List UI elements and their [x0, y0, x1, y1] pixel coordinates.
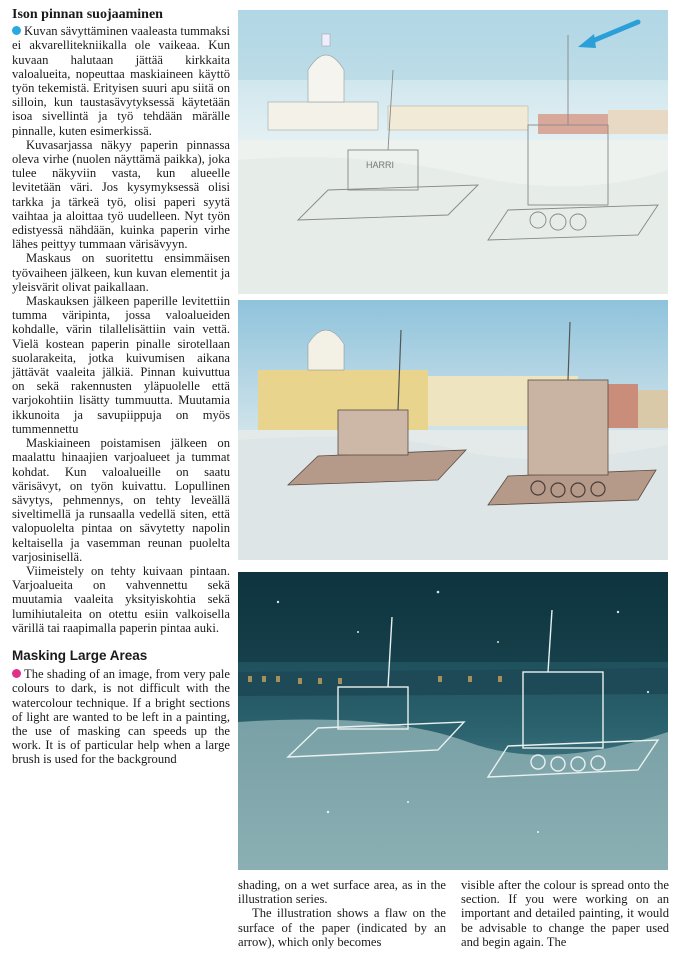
- pink-bullet-icon: [12, 669, 21, 678]
- english-paragraph-1: The shading of an image, from very pale colours to dark, is not difficult with the watercolour technique. If a bright sections of light are wanted to be left in a painting, the use of masking can speeds up the work. It is of particular help when a large brush is used for the background: [12, 667, 230, 767]
- finnish-paragraph-4: Maskauksen jälkeen paperille levitettiin tumma väripinta, jossa valoalueiden kohdalle, värin tilallelisättiin vain vettä. Vielä kostean paperin pinalle sirotellaan suolarakeita, jotka kuivumisen aikana jättävät vaaleita jälkiä. Pinnan kuivuttua on sekä rakennusten yläpuolelle että varjokohtiin lisätty tummuutta. Muutamia ikkunoita ja savupiippuja on myös tummennettu: [12, 294, 230, 436]
- boat-name-label: HARRI: [366, 160, 395, 170]
- english-paragraph-2b: The illustration shows a flaw on the surface of the paper (indicated by an arrow), which only becomes: [238, 906, 446, 949]
- finnish-paragraph-6: Viimeistely on tehty kuivaan pintaan. Varjoalueita on vahvennettu sekä muutamia vaaleita yksityiskohtia sekä lumihiutaleita on otettu esiin valkoisella värillä tai raapimalla paperin pintaa auki.: [12, 563, 230, 635]
- english-column-3: [461, 878, 669, 949]
- finnish-paragraph-5: Maskiaineen poistamisen jälkeen on maalattu hinaajien varjoalueet ja tummat kohdat. Kun valoalueille on saatu värisävyt, on työn kuivattu. Lopullinen sävytys, pehmennys, on tehty leveällä siveltimellä ja runsaalla vedellä siten, että valopuolelta pintaa on sävytetty napolin keltaisella ja vasemman reunan puolelta varjosinisellä.: [12, 436, 230, 564]
- left-text-column: [12, 8, 230, 767]
- finnish-paragraph-3: Maskaus on suoritettu ensimmäisen työvaiheen jälkeen, kun kuvan elementit ja yleisvärit olivat paikallaan.: [12, 251, 230, 294]
- illustration-sketch-stage: [238, 10, 668, 294]
- finnish-paragraph-1: Kuvan sävyttäminen vaaleasta tummaksi ei akvarellitekniikalla ole vaikeaa. Kun kuvaan halutaan jättää kirkkaita valoalueita, nopeuttaa maskiaineen käyttö työn tekemistä. Erityisen suuri apu siitä on silloin, kun taustasävytyksessä käytetään isoa sivellintä ja työ tehdään märälle pinnalle, kuten esimerkissä.: [12, 24, 230, 138]
- illustration-final-stage: [238, 572, 668, 870]
- blue-bullet-icon: [12, 26, 21, 35]
- illustration-colour-stage: [238, 300, 668, 560]
- english-paragraph-3: visible after the colour is spread onto the section. If you were working on an important and detailed painting, it would be advisable to change the paper used and begin again. The: [461, 878, 669, 949]
- english-column-2: [238, 878, 446, 949]
- finnish-paragraph-2: Kuvasarjassa näkyy paperin pinnassa oleva virhe (nuolen näyttämä paikka), joka tulee näkyviin vasta, kun alueelle levitetään väri. Jos kysymyksessä olisi tarkka ja tärkeä työ, olisi paperi syytä vaihtaa ja aloittaa työ uudelleen. Nyt työn edistyessä nähdään, kuinka paperin virhe lähes peittyy tummaan värisävyyn.: [12, 137, 230, 252]
- english-paragraph-2a: shading, on a wet surface area, as in the illustration series.: [238, 878, 446, 907]
- english-title: Masking Large Areas: [12, 647, 148, 663]
- finnish-title: Ison pinnan suojaaminen: [12, 7, 163, 22]
